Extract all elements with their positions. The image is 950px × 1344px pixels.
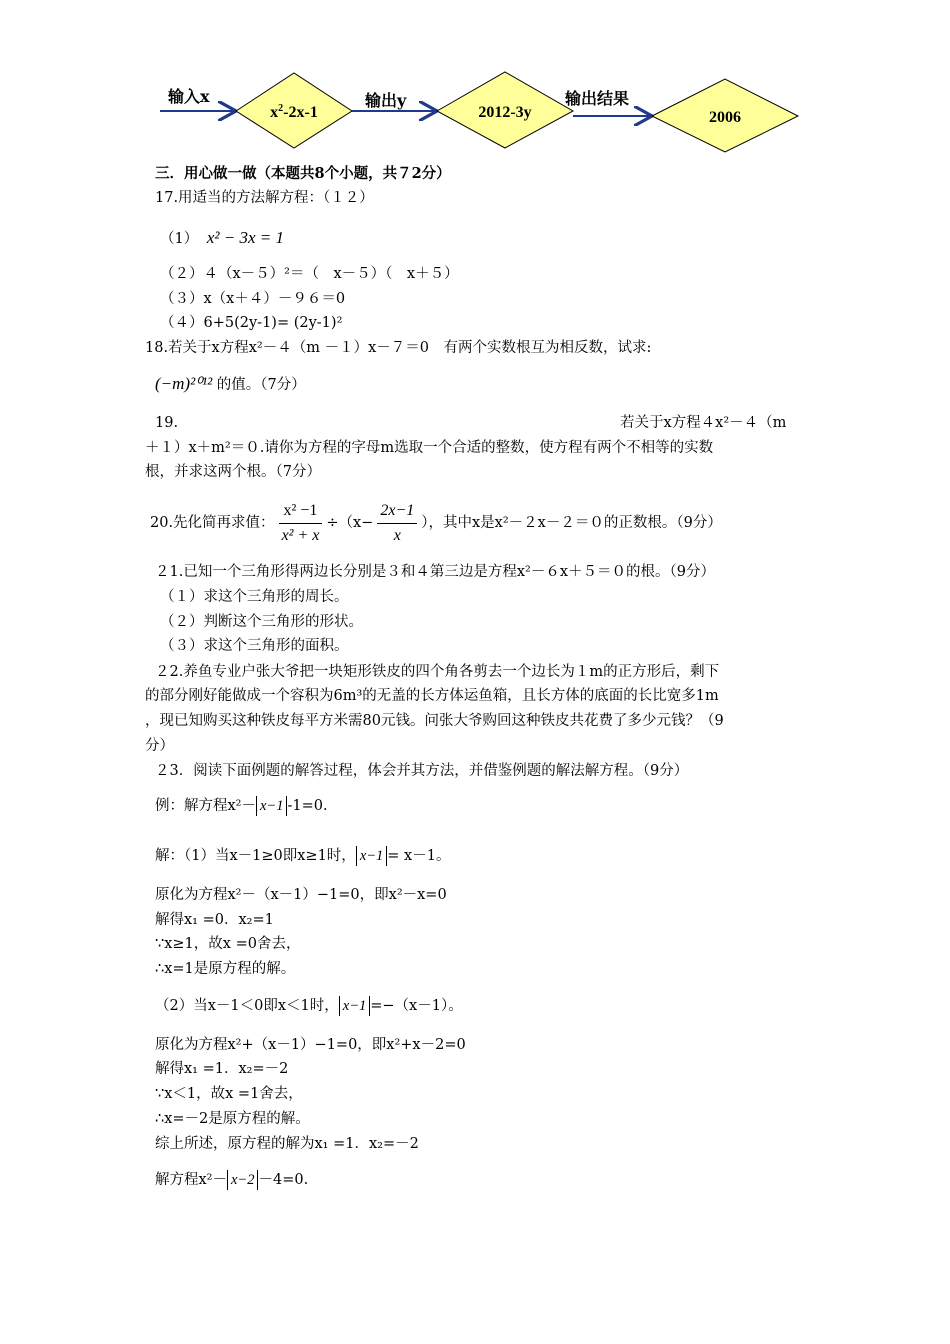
q17-part1-equation: x² − 3x = 1 — [206, 228, 284, 247]
q19-line3: 根，并求这两个根。（7分） — [145, 464, 321, 480]
q23-case1-line4: ∵x≥1，故x =0舍去， — [155, 936, 301, 952]
input-label: 输入x — [168, 87, 210, 106]
q23-case2-line3: 解得x₁ =1．x₂=－2 — [155, 1061, 289, 1077]
q17-part4: （４）6+5(2y-1)= (2y-1)² — [160, 315, 343, 331]
q23-case2-suffix: =−（x－1）。 — [370, 998, 463, 1014]
q19-line2: ＋１）x＋m²＝０.请你为方程的字母m选取一个合适的整数，使方程有两个不相等的实数 — [145, 440, 714, 456]
q23-case2-line4: ∵x＜1，故x =1舍去， — [155, 1086, 303, 1102]
q22-line3: ，现已知购买这种铁皮每平方米需80元钱。问张大爷购回这种铁皮共花费了多少元钱？（9 — [145, 713, 724, 729]
q22-line1: ２2.养鱼专业户张大爷把一块矩形铁皮的四个角各剪去一个边长为１m的正方形后，剩下 — [155, 664, 720, 680]
q20-frac1-numerator: x² −1 — [279, 501, 323, 524]
output-y-label: 输出y — [365, 91, 407, 110]
q20-frac2-denominator: x — [393, 526, 401, 544]
q20-fraction-2 — [377, 501, 417, 546]
q21-line1: ２1.已知一个三角形得两边长分别是３和４第三边是方程x²－６x＋５＝０的根。（9分） — [155, 564, 715, 580]
q20-frac2-numerator: 2x−1 — [377, 501, 417, 524]
q22-line4: 分） — [145, 738, 174, 754]
section-title: 三．用心做一做（本题共8个小题，共７2分） — [155, 165, 451, 182]
q20-frac1-denominator: x² + x — [281, 526, 320, 544]
q23-case1-line2: 原化为方程x²－（x－1）−1=0，即x²－x=0 — [155, 887, 447, 903]
q21-part1: （１）求这个三角形的周长。 — [160, 589, 349, 605]
q23-task-prefix: 解方程x²－ — [155, 1172, 227, 1188]
q17-part2: （２）４（x－５）²＝（ x－５）（ x＋５） — [160, 266, 459, 282]
q23-example-abs: x−1 — [256, 796, 287, 816]
q23-case2-abs: x−1 — [339, 996, 370, 1016]
q21-part3: （３）求这个三角形的面积。 — [160, 638, 349, 654]
q19-line1-right: 若关于x方程４x²－４（m — [620, 415, 787, 431]
q23-task-suffix: －4=0. — [258, 1172, 309, 1188]
q20-div: ÷（x− — [326, 515, 374, 531]
flowchart — [0, 0, 950, 170]
q18-line2 — [155, 374, 306, 395]
q23-case1-abs: x−1 — [356, 846, 387, 866]
q18-expression: (−m)²⁰¹² — [155, 374, 213, 393]
q18-line1: 18.若关于x方程x²－４（m －１）x－７＝0 有两个实数根互为相反数，试求: — [145, 340, 652, 356]
q23-example-prefix: 例：解方程x²－ — [155, 798, 256, 814]
box3-text: 2006 — [709, 109, 741, 126]
box2-text: 2012-3y — [478, 104, 532, 121]
box1-text: $x^2-2x-1$ — [270, 103, 318, 121]
q23-case1-line3: 解得x₁ =0．x₂=1 — [155, 912, 274, 928]
q23-example — [155, 796, 328, 816]
q23-task-abs: x−2 — [227, 1170, 258, 1190]
q19-number: 19. — [155, 415, 179, 431]
q21-part2: （２）判断这个三角形的形状。 — [160, 614, 363, 630]
q17-part3: （３）x（x＋４）－９６＝0 — [160, 291, 346, 307]
q17-part1-prefix: （1） — [160, 231, 199, 247]
q22-line2: 的部分刚好能做成一个容积为6m³的无盖的长方体运鱼箱，且长方体的底面的长比宽多1m — [145, 688, 719, 704]
q23-line1: ２3．阅读下面例题的解答过程，体会并其方法，并借鉴例题的解法解方程。（9分） — [155, 763, 689, 779]
q23-case1-line5: ∴x=1是原方程的解。 — [155, 961, 296, 977]
q18-suffix: 的值。（7分） — [216, 377, 306, 393]
q23-case1-prefix: 解：（1）当x－1≥0即x≥1时， — [155, 848, 356, 864]
q23-summary: 综上所述，原方程的解为x₁ =1．x₂=－2 — [155, 1136, 419, 1152]
q20-fraction-1 — [279, 501, 323, 546]
q17-part1 — [160, 228, 284, 249]
q23-case2-line2: 原化为方程x²+（x－1）−1=0，即x²+x－2=0 — [155, 1037, 466, 1053]
output-result-label: 输出结果 — [565, 89, 630, 108]
q23-case1-line1 — [155, 846, 450, 866]
q23-case1-suffix: = x－1。 — [387, 848, 451, 864]
q20-prefix: 20.先化简再求值： — [150, 515, 275, 531]
q17-title: 17.用适当的方法解方程：（１２） — [155, 190, 374, 206]
q23-case2-prefix: （2）当x－1＜0即x＜1时， — [155, 998, 339, 1014]
q23-example-suffix: -1=0. — [287, 798, 328, 814]
q20-suffix: ），其中x是x²－２x－２＝０的正数根。（9分） — [421, 515, 722, 531]
q23-case2-line5: ∴x=－2是原方程的解。 — [155, 1111, 310, 1127]
q20 — [150, 498, 722, 548]
q23-task — [155, 1170, 308, 1190]
q23-case2-line1 — [155, 996, 463, 1016]
